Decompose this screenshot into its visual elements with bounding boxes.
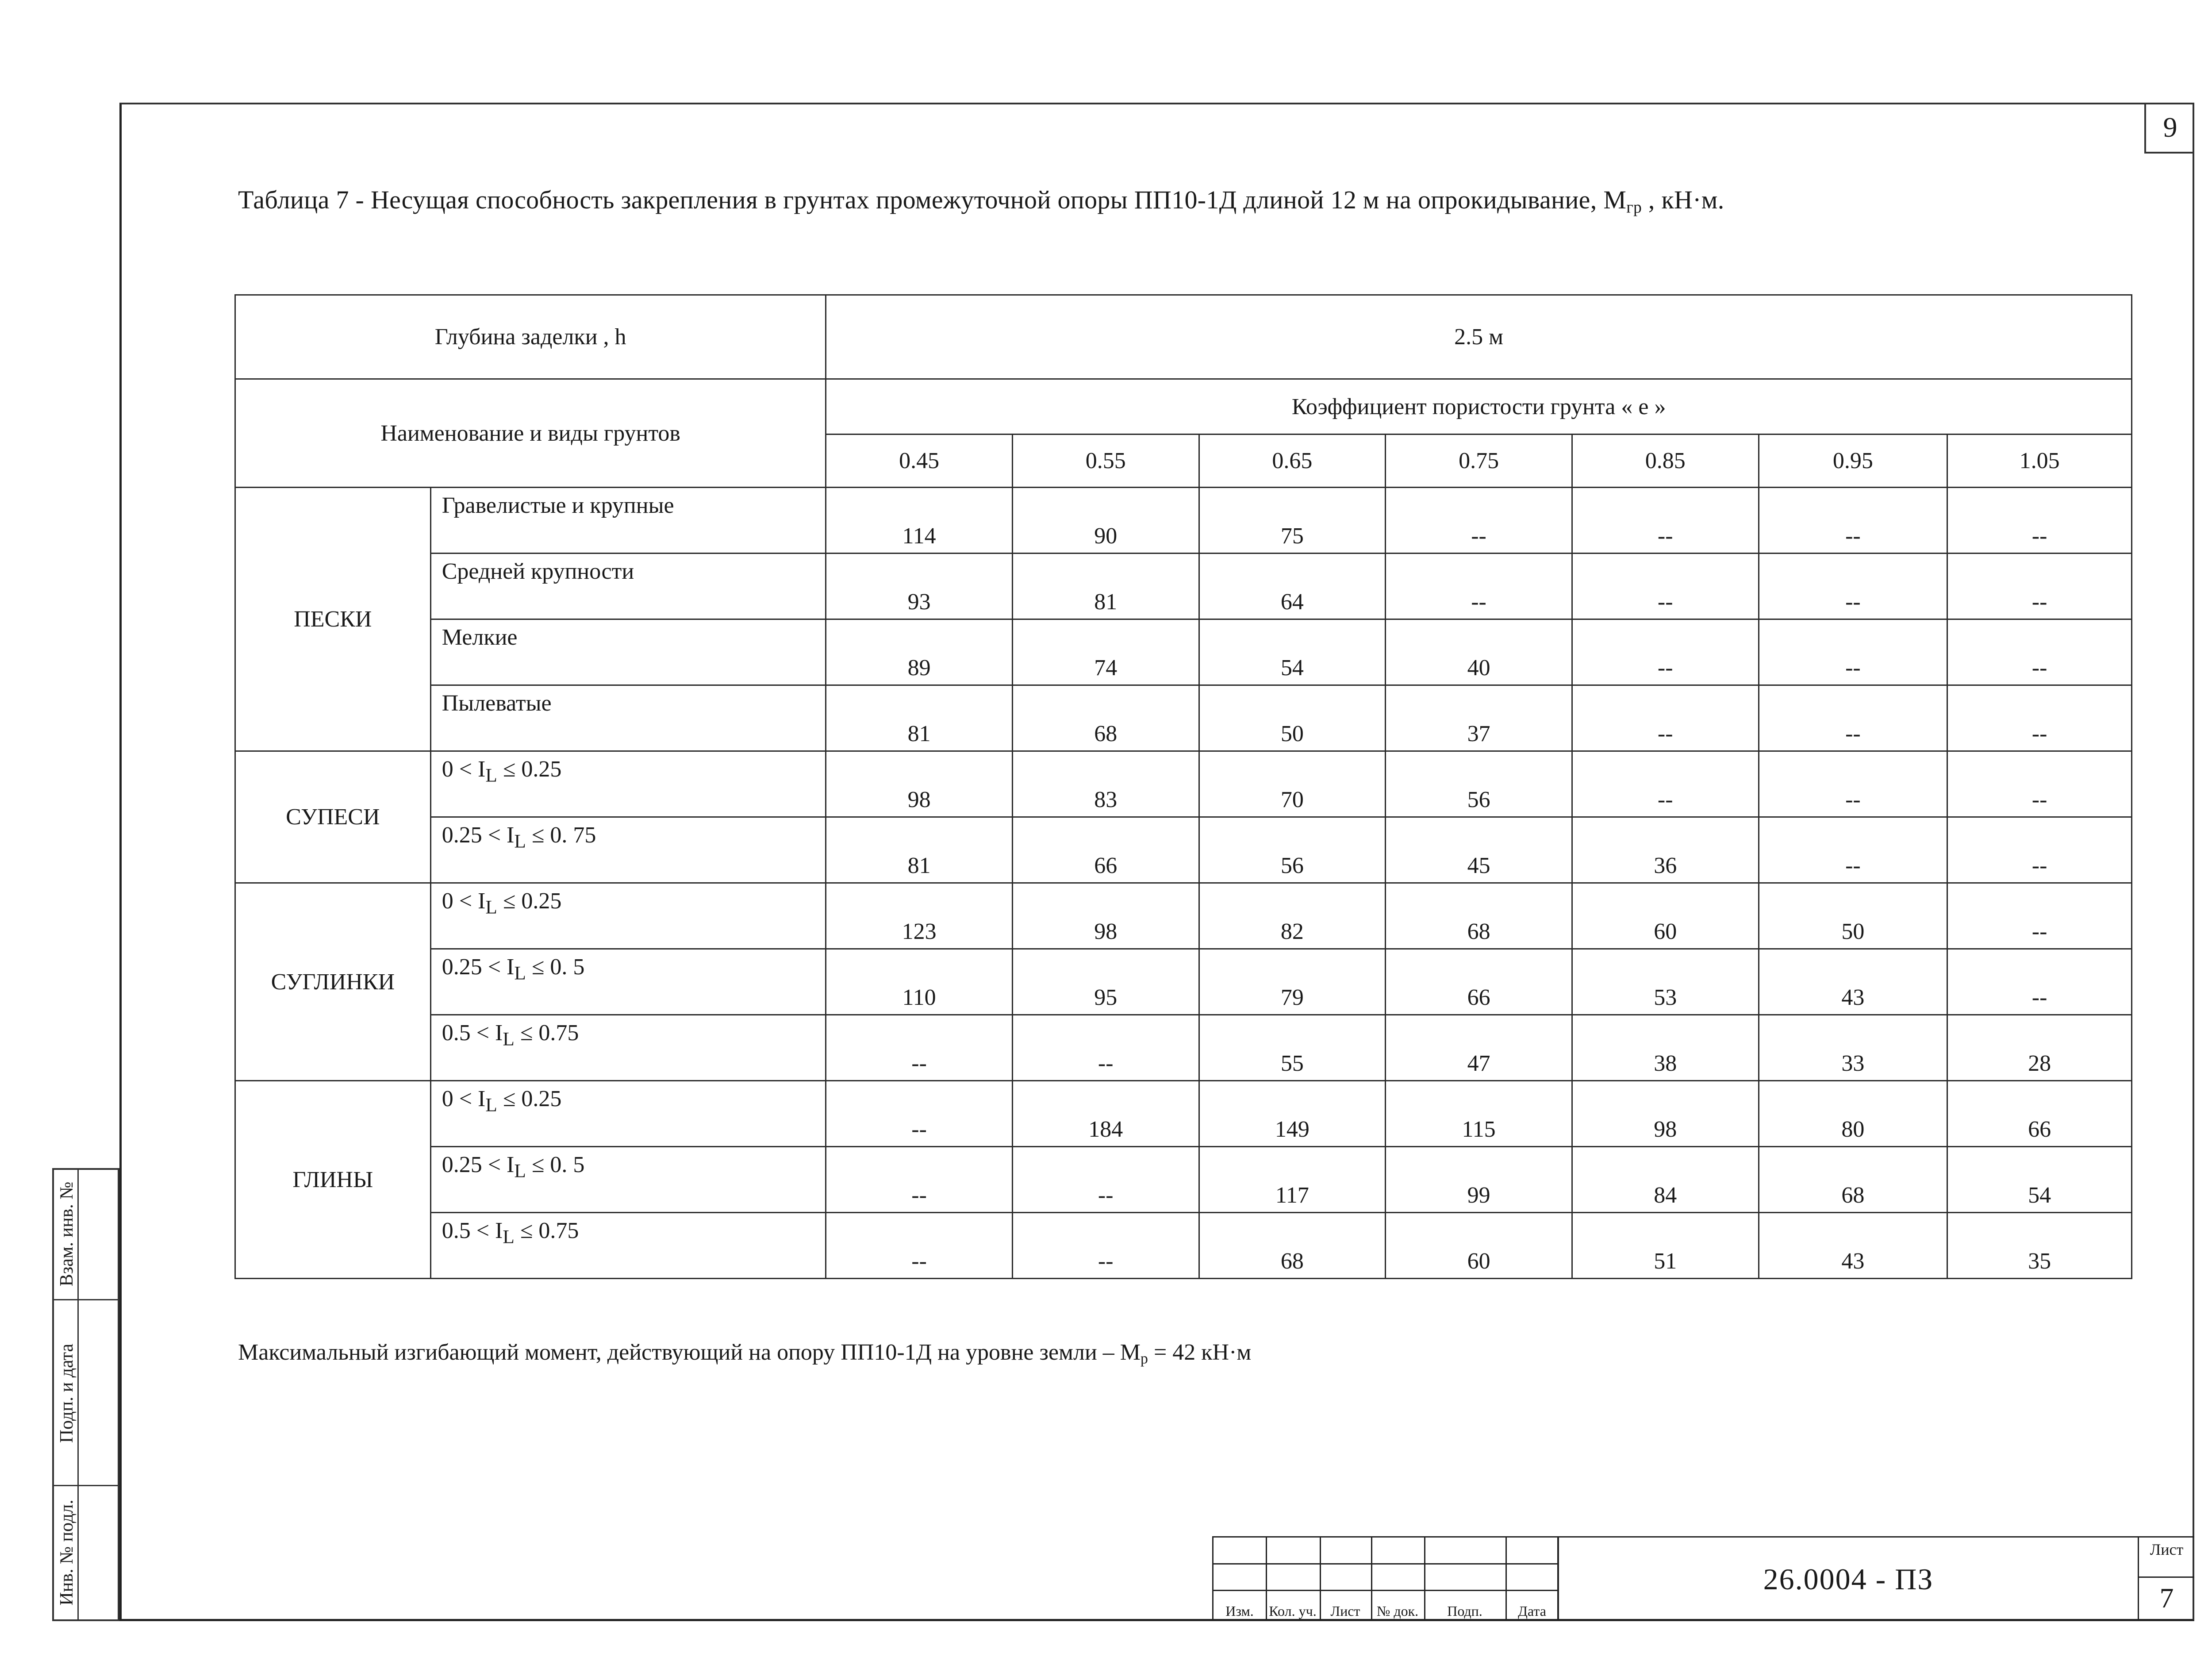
capacity-value: 68 xyxy=(1012,685,1199,751)
liquidity-range-text: ≤ 0. 5 xyxy=(526,954,585,980)
capacity-value: 53 xyxy=(1572,949,1759,1015)
capacity-value: 55 xyxy=(1199,1015,1386,1081)
sheet-divider xyxy=(2139,1576,2194,1578)
porosity-label: Коэффициент пористости грунта « е » xyxy=(826,379,2132,434)
capacity-value: 43 xyxy=(1759,1213,1947,1279)
table-row xyxy=(235,949,2132,1015)
capacity-value: -- xyxy=(1572,619,1759,685)
capacity-value: 99 xyxy=(1386,1147,1572,1213)
table-title xyxy=(238,185,1724,217)
capacity-value: 33 xyxy=(1759,1015,1947,1081)
capacity-value: -- xyxy=(1947,619,2132,685)
replaced-inv-label: Взам. инв. № xyxy=(57,1181,77,1287)
capacity-value: 43 xyxy=(1759,949,1947,1015)
note-subscript: р xyxy=(1141,1350,1148,1367)
capacity-value: 81 xyxy=(826,817,1013,883)
soil-type-label xyxy=(430,554,826,619)
soil-type-text: 0.5 < I xyxy=(442,1020,503,1046)
original-inv-label: Инв. № подл. xyxy=(57,1499,77,1606)
capacity-value: 64 xyxy=(1199,554,1386,619)
soil-type-label xyxy=(430,1147,826,1213)
capacity-value: 40 xyxy=(1386,619,1572,685)
side-divider xyxy=(54,1485,118,1486)
page-number: 9 xyxy=(2144,103,2194,154)
col-date: Дата xyxy=(1518,1603,1546,1619)
sign-date-label: Подп. и дата xyxy=(57,1343,77,1443)
title-block xyxy=(1212,1536,2194,1621)
soil-type-label xyxy=(430,751,826,817)
capacity-value: -- xyxy=(1947,488,2132,554)
capacity-value: 54 xyxy=(1199,619,1386,685)
capacity-value: -- xyxy=(1947,949,2132,1015)
capacity-value: 98 xyxy=(826,751,1013,817)
capacity-value: 90 xyxy=(1012,488,1199,554)
table-row xyxy=(235,488,2132,554)
table-row xyxy=(235,751,2132,817)
porosity-value: 0.55 xyxy=(1012,434,1199,488)
capacity-value: 66 xyxy=(1947,1081,2132,1147)
soil-type-text: 0.5 < I xyxy=(442,1218,503,1243)
capacity-value: 123 xyxy=(826,883,1013,949)
capacity-value: -- xyxy=(1759,619,1947,685)
capacity-value: 45 xyxy=(1386,817,1572,883)
capacity-value: 95 xyxy=(1012,949,1199,1015)
liquidity-range-text: ≤ 0.75 xyxy=(514,1218,579,1243)
capacity-value: 82 xyxy=(1199,883,1386,949)
capacity-value: 60 xyxy=(1386,1213,1572,1279)
capacity-value: 66 xyxy=(1012,817,1199,883)
capacity-value: -- xyxy=(1759,817,1947,883)
capacity-value: 68 xyxy=(1199,1213,1386,1279)
capacity-value: 81 xyxy=(1012,554,1199,619)
liquidity-index-subscript: L xyxy=(514,830,526,852)
capacity-value: 70 xyxy=(1199,751,1386,817)
capacity-value: 51 xyxy=(1572,1213,1759,1279)
soil-type-text: 0.25 < I xyxy=(442,954,515,980)
liquidity-range-text: ≤ 0.25 xyxy=(497,1086,562,1111)
sheet-box xyxy=(2138,1536,2194,1621)
capacity-value: -- xyxy=(1386,554,1572,619)
capacity-value: 93 xyxy=(826,554,1013,619)
porosity-value: 0.75 xyxy=(1386,434,1572,488)
note-text: Максимальный изгибающий момент, действующий на опору ПП10-1Д на уровне земли – М xyxy=(238,1340,1141,1365)
capacity-value: 81 xyxy=(826,685,1013,751)
capacity-value: -- xyxy=(826,1147,1013,1213)
max-moment-note xyxy=(238,1339,1251,1367)
soil-names-label: Наименование и виды грунтов xyxy=(235,379,826,488)
capacity-value: 184 xyxy=(1012,1081,1199,1147)
liquidity-index-subscript: L xyxy=(485,896,497,918)
capacity-value: 110 xyxy=(826,949,1013,1015)
soil-group-name: ПЕСКИ xyxy=(235,488,431,751)
soil-type-label xyxy=(430,1015,826,1081)
liquidity-index-subscript: L xyxy=(503,1028,515,1050)
side-divider xyxy=(54,1299,118,1300)
note-value: = 42 кН·м xyxy=(1148,1340,1252,1365)
porosity-value: 0.65 xyxy=(1199,434,1386,488)
capacity-value: 68 xyxy=(1759,1147,1947,1213)
porosity-value: 0.45 xyxy=(826,434,1013,488)
soil-type-label xyxy=(430,619,826,685)
capacity-value: -- xyxy=(1759,751,1947,817)
soil-type-text: Средней крупности xyxy=(442,559,634,584)
capacity-value: 83 xyxy=(1012,751,1199,817)
table-row xyxy=(235,619,2132,685)
liquidity-index-subscript: L xyxy=(514,962,526,984)
capacity-value: 75 xyxy=(1199,488,1386,554)
capacity-value: 38 xyxy=(1572,1015,1759,1081)
capacity-value: -- xyxy=(1012,1147,1199,1213)
document-code: 26.0004 - ПЗ xyxy=(1557,1536,2138,1621)
col-izm: Изм. xyxy=(1225,1603,1254,1619)
table-row xyxy=(235,1147,2132,1213)
capacity-value: 80 xyxy=(1759,1081,1947,1147)
capacity-value: -- xyxy=(1947,817,2132,883)
depth-label: Глубина заделки , h xyxy=(235,295,826,379)
capacity-value: 89 xyxy=(826,619,1013,685)
capacity-value: 56 xyxy=(1386,751,1572,817)
soil-type-text: 0.25 < I xyxy=(442,1152,515,1177)
capacity-value: -- xyxy=(1572,488,1759,554)
capacity-value: -- xyxy=(1012,1015,1199,1081)
sheet-number: 7 xyxy=(2159,1582,2174,1614)
capacity-value: 66 xyxy=(1386,949,1572,1015)
capacity-value: 149 xyxy=(1199,1081,1386,1147)
capacity-value: -- xyxy=(1947,883,2132,949)
soil-type-text: 0 < I xyxy=(442,1086,486,1111)
capacity-value: 98 xyxy=(1572,1081,1759,1147)
col-doc-no: № док. xyxy=(1376,1603,1419,1619)
soil-type-label xyxy=(430,1081,826,1147)
table-row xyxy=(235,1081,2132,1147)
capacity-value: -- xyxy=(1386,488,1572,554)
soil-type-text: Гравелистые и крупные xyxy=(442,493,674,518)
capacity-value: -- xyxy=(1759,685,1947,751)
liquidity-index-subscript: L xyxy=(503,1226,515,1248)
table-row xyxy=(235,1213,2132,1279)
capacity-value: -- xyxy=(1947,751,2132,817)
soil-type-text: 0 < I xyxy=(442,888,486,914)
table-row xyxy=(235,1015,2132,1081)
capacity-value: 50 xyxy=(1759,883,1947,949)
soil-type-label xyxy=(430,1213,826,1279)
table-row xyxy=(235,554,2132,619)
soil-type-label xyxy=(430,817,826,883)
capacity-value: -- xyxy=(1572,685,1759,751)
soil-type-label xyxy=(430,949,826,1015)
title-unit: , кН·м. xyxy=(1642,185,1724,214)
table-row xyxy=(235,685,2132,751)
col-list: Лист xyxy=(1330,1603,1360,1619)
capacity-value: 50 xyxy=(1199,685,1386,751)
liquidity-range-text: ≤ 0. 5 xyxy=(526,1152,585,1177)
soil-type-text: 0.25 < I xyxy=(442,823,515,848)
capacity-value: 74 xyxy=(1012,619,1199,685)
title-subscript: гр xyxy=(1626,198,1642,217)
table-row xyxy=(235,817,2132,883)
capacity-value: 36 xyxy=(1572,817,1759,883)
soil-type-label xyxy=(430,685,826,751)
capacity-value: 37 xyxy=(1386,685,1572,751)
capacity-value: 115 xyxy=(1386,1081,1572,1147)
capacity-value: 114 xyxy=(826,488,1013,554)
soil-type-label xyxy=(430,883,826,949)
capacity-value: -- xyxy=(826,1081,1013,1147)
liquidity-range-text: ≤ 0.75 xyxy=(514,1020,579,1046)
soil-type-label xyxy=(430,488,826,554)
capacity-value: -- xyxy=(1759,488,1947,554)
capacity-value: -- xyxy=(1572,751,1759,817)
capacity-value: 47 xyxy=(1386,1015,1572,1081)
capacity-value: 60 xyxy=(1572,883,1759,949)
soil-type-text: 0 < I xyxy=(442,757,486,782)
soil-group-name: СУПЕСИ xyxy=(235,751,431,883)
title-text: Таблица 7 - Несущая способность закрепления в грунтах промежуточной опоры ПП10-1Д длиной 12 м на опрокидывание, М xyxy=(238,185,1627,214)
soil-type-text: Пылеватые xyxy=(442,691,552,716)
porosity-value: 1.05 xyxy=(1947,434,2132,488)
capacity-value: -- xyxy=(1947,685,2132,751)
liquidity-range-text: ≤ 0. 75 xyxy=(526,823,596,848)
capacity-value: -- xyxy=(1572,554,1759,619)
porosity-value: 0.95 xyxy=(1759,434,1947,488)
liquidity-range-text: ≤ 0.25 xyxy=(497,757,562,782)
liquidity-index-subscript: L xyxy=(485,765,497,786)
capacity-value: 84 xyxy=(1572,1147,1759,1213)
sheet-label: Лист xyxy=(2150,1541,2184,1558)
liquidity-index-subscript: L xyxy=(514,1160,526,1182)
table-row xyxy=(235,883,2132,949)
soil-group-name: ГЛИНЫ xyxy=(235,1081,431,1279)
bearing-capacity-table xyxy=(234,294,2132,1279)
soil-group-name: СУГЛИНКИ xyxy=(235,883,431,1081)
capacity-value: 68 xyxy=(1386,883,1572,949)
capacity-value: 35 xyxy=(1947,1213,2132,1279)
capacity-value: 98 xyxy=(1012,883,1199,949)
soil-type-text: Мелкие xyxy=(442,625,518,650)
capacity-value: 54 xyxy=(1947,1147,2132,1213)
col-sign: Подп. xyxy=(1447,1603,1482,1619)
capacity-value: 117 xyxy=(1199,1147,1386,1213)
liquidity-index-subscript: L xyxy=(485,1094,497,1116)
side-stamp xyxy=(52,1168,119,1621)
capacity-value: 28 xyxy=(1947,1015,2132,1081)
capacity-value: -- xyxy=(826,1015,1013,1081)
porosity-value: 0.85 xyxy=(1572,434,1759,488)
liquidity-range-text: ≤ 0.25 xyxy=(497,888,562,914)
capacity-value: 79 xyxy=(1199,949,1386,1015)
capacity-value: -- xyxy=(1012,1213,1199,1279)
capacity-value: -- xyxy=(826,1213,1013,1279)
revision-grid xyxy=(1212,1536,1557,1621)
capacity-value: -- xyxy=(1759,554,1947,619)
depth-value: 2.5 м xyxy=(826,295,2132,379)
col-kol-uch: Кол. уч. xyxy=(1269,1603,1317,1619)
capacity-value: -- xyxy=(1947,554,2132,619)
capacity-value: 56 xyxy=(1199,817,1386,883)
